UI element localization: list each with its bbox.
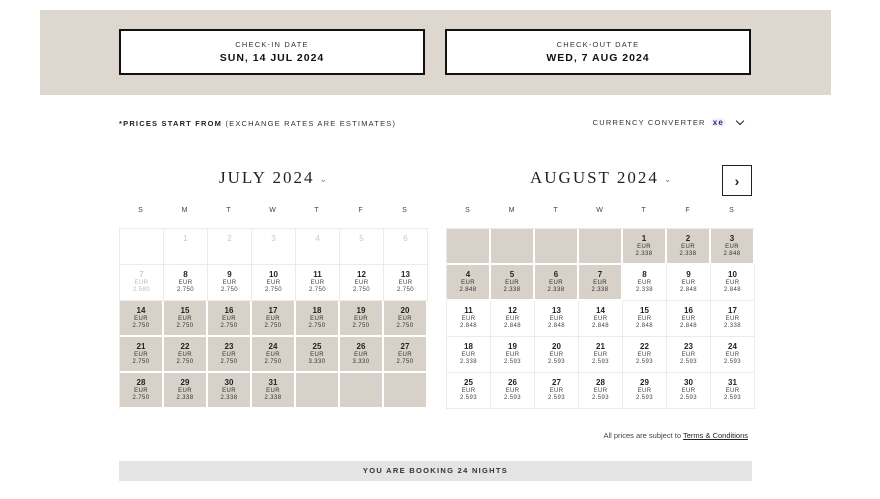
day-currency: EUR [681,388,696,394]
calendar-july [119,204,428,409]
day-price: 2.593 [503,395,521,401]
day-price: 2.338 [176,395,194,401]
day-currency: EUR [549,280,563,286]
caret-down-icon: ⌄ [663,173,674,184]
calendar-empty-cell [447,229,491,265]
day-number: 30 [684,378,693,387]
day-number: 4 [315,234,320,243]
day-price: 2.750 [132,323,150,329]
day-currency: EUR [461,352,476,358]
day-currency: EUR [505,280,519,286]
day-number: 27 [552,378,561,387]
day-number: 9 [686,270,691,279]
calendar-day-11[interactable] [447,301,491,337]
day-currency: EUR [593,316,608,322]
day-price: 2.750 [352,287,370,293]
xe-logo-icon: xe [712,118,724,127]
day-price: 2.848 [503,323,521,329]
day-number: 30 [224,378,234,387]
day-currency: EUR [593,280,607,286]
day-currency: EUR [134,352,148,358]
day-currency: EUR [549,388,564,394]
day-price: 2.593 [459,395,477,401]
day-price: 2.338 [220,395,238,401]
weekday-label: T [553,207,559,214]
day-number: 14 [136,306,146,315]
day-price: 2.750 [220,287,238,293]
day-currency: EUR [178,352,192,358]
day-currency: EUR [310,280,325,286]
calendar-day-14[interactable] [579,301,623,337]
terms-text: All prices are subject to [603,431,682,440]
day-currency: EUR [637,352,652,358]
day-price: 2.593 [591,359,609,365]
calendar-day-6 [384,229,428,265]
calendar-day-29[interactable] [164,373,208,409]
day-currency: EUR [354,316,368,322]
day-number: 18 [464,342,473,351]
day-currency: EUR [310,352,324,358]
day-price: 2.338 [591,287,609,293]
calendar-day-19[interactable] [491,337,535,373]
day-price: 3.330 [352,359,370,365]
day-currency: EUR [266,280,281,286]
weekday-header [446,204,755,218]
dates-band [40,10,831,95]
calendar-day-30[interactable] [208,373,252,409]
day-currency: EUR [681,244,695,250]
calendar-day-1[interactable] [623,229,667,265]
day-price: 2.750 [264,323,282,329]
day-price: 2.848 [635,323,653,329]
day-number: 16 [684,306,693,315]
day-price: 2.338 [264,395,282,401]
day-number: 28 [136,378,146,387]
calendar-day-18[interactable] [447,337,491,373]
month-title-text: JULY 2024 [219,168,315,187]
calendar-day-26[interactable] [340,337,384,373]
calendar-day-5[interactable] [491,265,535,301]
calendar-day-27[interactable] [535,373,579,409]
day-price: 2.750 [220,323,238,329]
calendar-day-9[interactable] [208,265,252,301]
day-currency: EUR [222,388,236,394]
day-number: 15 [640,306,649,315]
calendar-day-27[interactable] [384,337,428,373]
day-price: 2.750 [176,359,194,365]
prices-note-rest: (EXCHANGE RATES ARE ESTIMATES) [225,119,397,128]
day-number: 10 [728,270,737,279]
day-number: 20 [552,342,561,351]
day-number: 22 [180,342,190,351]
day-price: 2.593 [503,359,521,365]
calendar-day-17[interactable] [711,301,755,337]
day-price: 2.848 [459,287,477,293]
day-price: 2.750 [396,287,414,293]
calendar-day-4[interactable] [447,265,491,301]
day-number: 4 [465,270,471,279]
day-price: 2.580 [132,287,150,293]
day-number: 29 [640,378,649,387]
weekday-label: T [314,207,320,214]
day-price: 2.848 [723,287,741,293]
calendar-empty-cell [579,229,623,265]
day-number: 12 [357,270,366,279]
calendar-day-23[interactable] [208,337,252,373]
day-number: 3 [271,234,276,243]
chevron-right-icon: › [734,172,740,189]
calendar-day-8[interactable] [164,265,208,301]
day-number: 12 [508,306,517,315]
day-price: 2.750 [132,359,150,365]
day-number: 28 [596,378,605,387]
calendar-day-28[interactable] [120,373,164,409]
day-price: 2.593 [635,359,653,365]
day-price: 2.593 [591,395,609,401]
calendar-empty-cell [491,229,535,265]
month-title-july[interactable] [219,168,329,188]
day-number: 7 [597,270,603,279]
chevron-down-icon [736,117,744,125]
calendar-day-23[interactable] [667,337,711,373]
day-price: 2.593 [679,359,697,365]
day-currency: EUR [681,352,696,358]
calendar-day-25[interactable] [296,337,340,373]
day-price: 2.338 [547,287,565,293]
day-currency: EUR [725,352,740,358]
day-price: 2.750 [264,359,282,365]
weekday-label: S [729,207,735,214]
day-price: 2.593 [547,395,565,401]
day-currency: EUR [637,388,652,394]
day-currency: EUR [725,244,739,250]
calendar-day-31[interactable] [711,373,755,409]
day-price: 2.338 [635,287,653,293]
day-grid [119,228,428,409]
day-price: 2.848 [723,251,741,257]
checkin-date-button[interactable] [119,29,425,75]
currency-converter-label: CURRENCY CONVERTER [592,118,706,127]
calendar-day-12[interactable] [491,301,535,337]
day-currency: EUR [398,280,413,286]
calendar-day-4 [296,229,340,265]
calendar-day-13[interactable] [384,265,428,301]
day-currency: EUR [398,316,412,322]
calendar-day-8[interactable] [623,265,667,301]
day-price: 2.338 [679,251,697,257]
day-currency: EUR [637,244,651,250]
day-currency: EUR [549,352,564,358]
calendar-day-17[interactable] [252,301,296,337]
day-price: 2.593 [635,395,653,401]
day-number: 20 [400,306,410,315]
calendar-day-10[interactable] [252,265,296,301]
day-number: 22 [640,342,649,351]
calendar-day-31[interactable] [252,373,296,409]
day-number: 29 [180,378,190,387]
next-month-button[interactable] [722,165,752,196]
calendar-day-28[interactable] [579,373,623,409]
day-currency: EUR [725,388,740,394]
day-number: 25 [464,378,473,387]
day-currency: EUR [725,316,740,322]
day-currency: EUR [461,316,476,322]
day-currency: EUR [266,352,280,358]
calendar-day-26[interactable] [491,373,535,409]
day-currency: EUR [178,316,192,322]
day-number: 17 [728,306,737,315]
weekday-label: W [269,207,277,214]
calendar-day-25[interactable] [447,373,491,409]
day-number: 21 [136,342,146,351]
day-currency: EUR [593,388,608,394]
day-number: 6 [553,270,559,279]
weekday-label: S [465,207,471,214]
day-number: 19 [508,342,517,351]
day-number: 24 [728,342,737,351]
day-price: 2.848 [459,323,477,329]
weekday-label: T [641,207,647,214]
calendar-day-18[interactable] [296,301,340,337]
day-currency: EUR [549,316,564,322]
day-currency: EUR [505,316,520,322]
day-number: 26 [508,378,517,387]
day-price: 2.750 [396,359,414,365]
day-currency: EUR [505,388,520,394]
month-title-august[interactable] [530,168,673,188]
checkout-label: CHECK-OUT DATE [556,40,640,49]
month-title-text: AUGUST 2024 [530,168,659,187]
day-price: 2.848 [679,287,697,293]
calendar-day-15[interactable] [164,301,208,337]
calendar-empty-cell [296,373,340,409]
day-number: 6 [403,234,408,243]
day-price: 3.330 [308,359,326,365]
day-price: 2.848 [547,323,565,329]
day-currency: EUR [222,352,236,358]
calendar-day-2[interactable] [667,229,711,265]
day-currency: EUR [266,316,280,322]
calendar-day-7 [120,265,164,301]
day-number: 24 [268,342,278,351]
day-currency: EUR [178,388,192,394]
day-number: 13 [552,306,561,315]
day-currency: EUR [310,316,324,322]
calendar-day-3 [252,229,296,265]
day-number: 23 [224,342,234,351]
day-price: 2.750 [220,359,238,365]
checkin-label: CHECK-IN DATE [235,40,309,49]
weekday-label: W [596,207,604,214]
day-price: 2.750 [264,287,282,293]
caret-down-icon: ⌄ [319,173,330,184]
terms-link[interactable]: Terms & Conditions [682,431,748,440]
day-number: 16 [224,306,234,315]
day-number: 21 [596,342,605,351]
day-currency: EUR [681,280,696,286]
day-currency: EUR [134,280,149,286]
day-price: 2.750 [176,323,194,329]
calendar-day-5 [340,229,384,265]
day-price: 2.750 [308,287,326,293]
calendar-day-16[interactable] [208,301,252,337]
day-number: 25 [312,342,322,351]
day-price: 2.593 [679,395,697,401]
calendar-day-1 [164,229,208,265]
day-currency: EUR [354,280,369,286]
day-price: 2.593 [723,359,741,365]
day-currency: EUR [461,280,475,286]
day-price: 2.338 [635,251,653,257]
day-number: 17 [268,306,278,315]
day-number: 5 [509,270,515,279]
calendar-day-16[interactable] [667,301,711,337]
day-price: 2.750 [176,287,194,293]
calendar-day-6[interactable] [535,265,579,301]
day-number: 14 [596,306,605,315]
day-grid [446,228,755,409]
weekday-label: M [508,207,516,214]
day-price: 2.338 [723,323,741,329]
day-price: 2.750 [396,323,414,329]
day-currency: EUR [222,316,236,322]
weekday-label: F [358,207,364,214]
day-price: 2.593 [723,395,741,401]
day-number: 9 [227,270,232,279]
day-number: 26 [356,342,366,351]
calendar-day-19[interactable] [340,301,384,337]
calendar-day-7[interactable] [579,265,623,301]
calendar-empty-cell [340,373,384,409]
calendar-day-22[interactable] [164,337,208,373]
day-number: 10 [269,270,278,279]
day-price: 2.593 [547,359,565,365]
day-currency: EUR [461,388,476,394]
day-number: 7 [139,270,144,279]
currency-converter-button[interactable] [593,118,743,127]
calendar-august [446,204,755,409]
day-price: 2.750 [308,323,326,329]
day-number: 27 [400,342,410,351]
day-number: 2 [685,234,691,243]
calendar-day-2 [208,229,252,265]
day-number: 11 [464,306,473,315]
day-currency: EUR [505,352,520,358]
day-price: 2.848 [591,323,609,329]
calendar-day-12[interactable] [340,265,384,301]
day-currency: EUR [222,280,237,286]
day-number: 8 [183,270,188,279]
day-number: 31 [728,378,737,387]
weekday-label: T [226,207,232,214]
calendar-day-11[interactable] [296,265,340,301]
weekday-label: S [138,207,144,214]
day-number: 23 [684,342,693,351]
day-number: 8 [642,270,647,279]
day-currency: EUR [637,280,652,286]
calendar-day-30[interactable] [667,373,711,409]
day-number: 11 [313,270,322,279]
day-currency: EUR [637,316,652,322]
day-number: 13 [401,270,410,279]
prices-note-bold: *PRICES START FROM [119,119,223,128]
calendar-empty-cell [535,229,579,265]
day-currency: EUR [266,388,280,394]
checkout-value: WED, 7 AUG 2024 [546,52,650,64]
calendar-empty-cell [120,229,164,265]
day-number: 2 [227,234,232,243]
calendar-day-22[interactable] [623,337,667,373]
calendar-day-20[interactable] [384,301,428,337]
day-number: 5 [359,234,364,243]
day-currency: EUR [354,352,368,358]
booking-summary-bar: YOU ARE BOOKING 24 NIGHTS [119,461,752,481]
day-number: 31 [268,378,278,387]
calendar-day-21[interactable] [120,337,164,373]
day-currency: EUR [593,352,608,358]
calendar-day-24[interactable] [252,337,296,373]
calendar-day-15[interactable] [623,301,667,337]
day-currency: EUR [398,352,412,358]
calendar-day-9[interactable] [667,265,711,301]
prices-note [119,119,396,128]
calendar-day-13[interactable] [535,301,579,337]
day-number: 15 [180,306,190,315]
day-currency: EUR [178,280,193,286]
day-currency: EUR [725,280,740,286]
day-number: 19 [356,306,366,315]
calendar-day-21[interactable] [579,337,623,373]
day-price: 2.338 [503,287,521,293]
calendar-day-20[interactable] [535,337,579,373]
weekday-header [119,204,428,218]
weekday-label: F [685,207,691,214]
day-currency: EUR [681,316,696,322]
day-currency: EUR [134,388,148,394]
day-price: 2.750 [132,395,150,401]
calendar-empty-cell [384,373,428,409]
calendar-day-24[interactable] [711,337,755,373]
day-price: 2.848 [679,323,697,329]
calendar-day-29[interactable] [623,373,667,409]
day-currency: EUR [134,316,148,322]
terms-note [603,431,748,440]
day-number: 18 [312,306,322,315]
checkin-value: SUN, 14 JUL 2024 [219,52,325,64]
day-price: 2.338 [459,359,477,365]
day-number: 1 [641,234,647,243]
day-number: 3 [729,234,735,243]
checkout-date-button[interactable] [445,29,751,75]
calendar-day-3[interactable] [711,229,755,265]
weekday-label: M [181,207,189,214]
day-price: 2.750 [352,323,370,329]
calendar-day-14[interactable] [120,301,164,337]
calendar-day-10[interactable] [711,265,755,301]
weekday-label: S [402,207,408,214]
day-number: 1 [183,234,188,243]
